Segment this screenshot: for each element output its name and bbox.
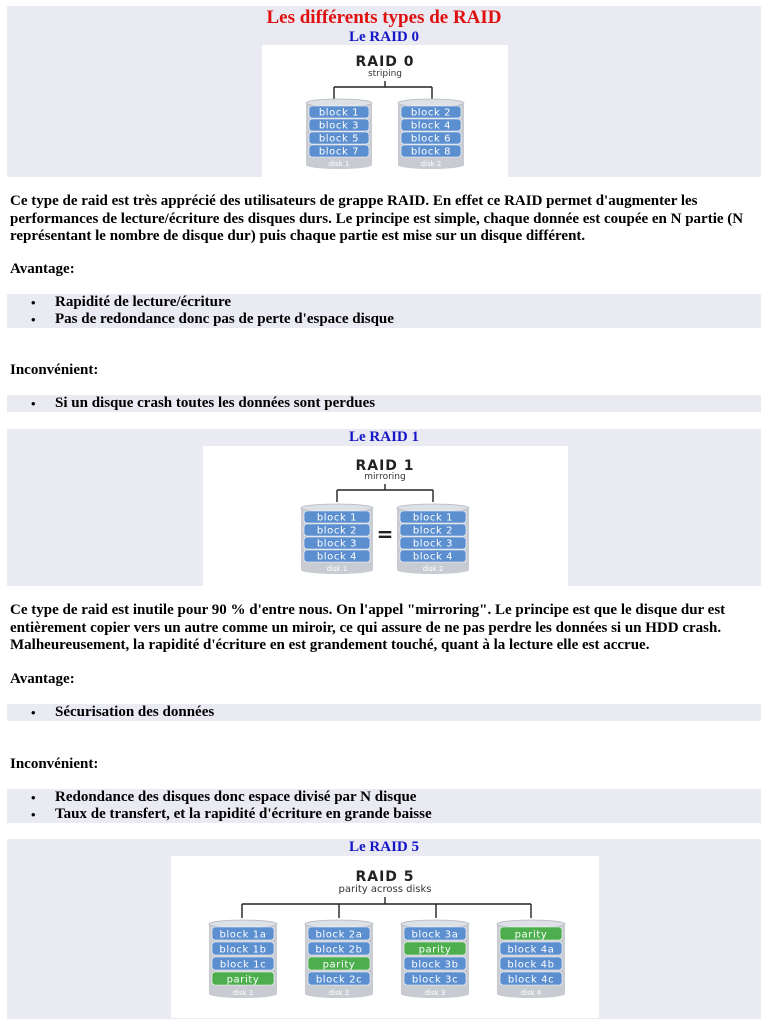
block-label: block 3 — [318, 120, 360, 132]
list-item-text: Si un disque crash toutes les données sont perdues — [55, 395, 376, 411]
raid0-list-item — [7, 395, 761, 412]
block-label: block 2c — [315, 974, 363, 986]
block-label: block 1b — [219, 944, 267, 956]
raid0-drawbacks-list — [7, 395, 761, 412]
block-label: block 3 — [316, 538, 358, 550]
block-label: block 2a — [315, 929, 363, 941]
block-label: block 2 — [316, 525, 358, 537]
block-label: block 2 — [410, 107, 452, 119]
disk-cylinder — [398, 99, 464, 169]
raid1-advantage-label: Avantage: — [10, 671, 75, 687]
disk-label: disk 2 — [328, 989, 350, 997]
block-label: block 4c — [507, 974, 555, 986]
block-label: block 1a — [219, 929, 267, 941]
raid1-drawbacks-list — [7, 789, 761, 823]
disk-cylinder — [301, 504, 373, 574]
connector-lines — [337, 484, 433, 502]
block-label: block 5 — [318, 133, 360, 145]
block-label: block 8 — [410, 146, 452, 158]
raid5-diagram — [171, 856, 599, 1018]
raid1-diagram-title: RAID 1 — [355, 458, 415, 474]
block-label: block 4 — [316, 551, 358, 563]
raid0-advantages-list — [7, 294, 761, 328]
block-label: block 1 — [318, 107, 360, 119]
raid1-list-item — [7, 806, 761, 823]
list-item-text: Sécurisation des données — [55, 704, 215, 720]
block-label: block 3 — [412, 538, 454, 550]
disk-cylinder — [497, 920, 565, 998]
connector-lines — [242, 897, 531, 918]
block-label: parity — [226, 974, 260, 986]
raid1-diagram — [203, 446, 568, 586]
disk-label: disk 3 — [424, 989, 446, 997]
block-label: parity — [418, 944, 452, 956]
connector-lines — [334, 81, 432, 99]
raid0-drawback-label: Inconvénient: — [10, 362, 99, 378]
raid1-advantages-list — [7, 704, 761, 721]
raid0-heading: Le RAID 0 — [349, 29, 419, 45]
raid5-diagram-title: RAID 5 — [355, 869, 415, 885]
raid0-diagram-svg — [262, 45, 508, 177]
bullet-icon: • — [31, 295, 36, 310]
raid0-diagram-title: RAID 0 — [355, 54, 415, 70]
block-label: block 4 — [412, 551, 454, 563]
block-label: parity — [322, 959, 356, 971]
raid1-diagram-svg — [203, 446, 568, 586]
list-item-text: Redondance des disques donc espace divisé par N disque — [55, 789, 417, 805]
block-label: parity — [514, 929, 548, 941]
raid1-description: Ce type de raid est inutile pour 90 % d'entre nous. On l'appel "mirroring". Le principe est que le disque dur est entièrement copier vers un autre comme un miroir, ce qui assure de ne pas perdre les données si un HDD crash. Malheureusement, la rapidité d'écriture en est grandement touché, quant à la lecture elle est accrue. — [10, 602, 726, 653]
disk-label: disk 1 — [326, 565, 348, 573]
bullet-icon: • — [31, 312, 36, 327]
disk-label: disk 2 — [422, 565, 444, 573]
raid5-diagram-svg — [171, 856, 599, 1018]
bullet-icon: • — [31, 705, 36, 720]
raid5-diagram-subtitle: parity across disks — [338, 884, 432, 895]
block-label: block 1 — [316, 512, 358, 524]
block-label: block 2 — [412, 525, 454, 537]
raid0-diagram-subtitle: striping — [367, 69, 403, 79]
list-item-text: Pas de redondance donc pas de perte d'espace disque — [55, 311, 394, 327]
disk-label: disk 1 — [328, 160, 350, 168]
block-label: block 6 — [410, 133, 452, 145]
raid0-advantage-label: Avantage: — [10, 261, 75, 277]
disk-label: disk 1 — [232, 989, 254, 997]
block-label: block 1c — [219, 959, 267, 971]
bullet-icon: • — [31, 396, 36, 411]
disk-cylinder — [306, 99, 372, 169]
block-label: block 2b — [315, 944, 363, 956]
raid0-diagram — [262, 45, 508, 177]
block-label: block 1 — [412, 512, 454, 524]
disk-cylinder — [209, 920, 277, 998]
disk-cylinder — [397, 504, 469, 574]
page-title: Les différents types de RAID — [266, 7, 502, 28]
raid1-drawback-label: Inconvénient: — [10, 756, 99, 772]
block-label: block 3b — [411, 959, 459, 971]
raid0-list-item — [7, 311, 761, 328]
disk-label: disk 4 — [520, 989, 542, 997]
raid1-list-item — [7, 789, 761, 806]
block-label: block 3a — [411, 929, 459, 941]
bullet-icon: • — [31, 790, 36, 805]
bullet-icon: • — [31, 807, 36, 822]
list-item-text: Taux de transfert, et la rapidité d'écriture en grande baisse — [55, 806, 432, 822]
raid1-heading: Le RAID 1 — [349, 429, 419, 445]
raid1-diagram-subtitle: mirroring — [364, 472, 406, 482]
disk-label: disk 2 — [420, 160, 442, 168]
raid1-equals-sign: = — [376, 522, 394, 546]
disk-cylinder — [305, 920, 373, 998]
raid5-heading: Le RAID 5 — [349, 839, 419, 855]
raid1-list-item — [7, 704, 761, 721]
block-label: block 3c — [411, 974, 459, 986]
raid0-list-item — [7, 294, 761, 311]
block-label: block 4 — [410, 120, 452, 132]
disk-cylinder — [401, 920, 469, 998]
block-label: block 4a — [507, 944, 555, 956]
raid0-description: Ce type de raid est très apprécié des utilisateurs de grappe RAID. En effet ce RAID permet d'augmenter les performances de lecture/écriture des disques durs. Le principe est simple, chaque donnée est coupée en N partie (N représentant le nombre de disque dur) puis chaque partie est mise sur un disque différent. — [10, 193, 744, 244]
list-item-text: Rapidité de lecture/écriture — [55, 294, 232, 310]
block-label: block 7 — [318, 146, 360, 158]
block-label: block 4b — [507, 959, 555, 971]
